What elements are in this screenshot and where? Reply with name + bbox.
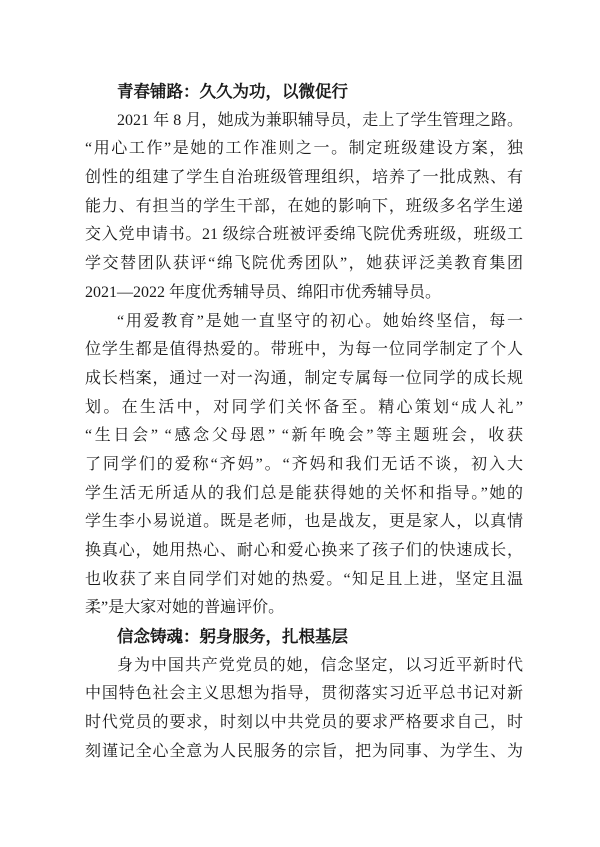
text-line: 能力、有担当的学生干部，在她的影响下，班级多名学生递 (85, 197, 523, 215)
text-line: 学生李小易说道。既是老师，也是战友，更是家人，以真情 (85, 513, 523, 531)
text-line: 中国特色社会主义思想为指导，贯彻落实习近平总书记对新 (85, 685, 523, 703)
text-line: 也收获了来自同学们对她的热爱。“知足且上进，坚定且温 (85, 570, 523, 588)
text-line: 位学生都是值得热爱的。带班中，为每一位同学制定了个人 (85, 341, 523, 359)
text-line: 2021 年 8 月，她成为兼职辅导员，走上了学生管理之路。 (117, 111, 523, 129)
text-line: 划。在生活中，对同学们关怀备至。精心策划“成人礼” (85, 398, 523, 416)
text-line: “用心工作”是她的工作准则之一。制定班级建设方案，独 (85, 140, 523, 158)
document-body (85, 78, 523, 767)
text-line: 学交替团队获评“绵飞院优秀团队”，她获评泛美教育集团 (85, 255, 523, 273)
text-line: 刻谨记全心全意为人民服务的宗旨，把为同事、为学生、为 (85, 742, 523, 760)
text-line: 换真心，她用热心、耐心和爱心换来了孩子们的快速成长， (85, 542, 523, 559)
text-line: 交入党申请书。21 级综合班被评委绵飞院优秀班级，班级工 (85, 226, 523, 244)
section-heading: 青春铺路：久久为功，以微促行 (117, 82, 348, 101)
text-line: 时代党员的要求，时刻以中共党员的要求严格要求自己，时 (85, 714, 523, 732)
section-heading: 信念铸魂：躬身服务，扎根基层 (117, 627, 348, 647)
text-line: 创性的组建了学生自治班级管理组织，培养了一批成熟、有 (85, 169, 523, 187)
text-line: 了同学们的爱称“齐妈”。“齐妈和我们无话不谈，初入大 (85, 455, 523, 473)
text-line: 身为中国共产党党员的她，信念坚定，以习近平新时代 (117, 656, 523, 674)
text-line: 2021—2022 年度优秀辅导员、绵阳市优秀辅导员。 (85, 283, 442, 301)
text-line: 学生活无所适从的我们总是能获得她的关怀和指导。”她的 (85, 484, 523, 502)
text-line: 柔”是大家对她的普遍评价。 (85, 599, 285, 617)
text-line: “生日会” “感念父母恩” “新年晚会”等主题班会，收获 (85, 427, 523, 445)
text-line: “用爱教育”是她一直坚守的初心。她始终坚信，每一 (117, 312, 523, 330)
text-line: 成长档案，通过一对一沟通，制定专属每一位同学的成长规 (85, 369, 523, 387)
